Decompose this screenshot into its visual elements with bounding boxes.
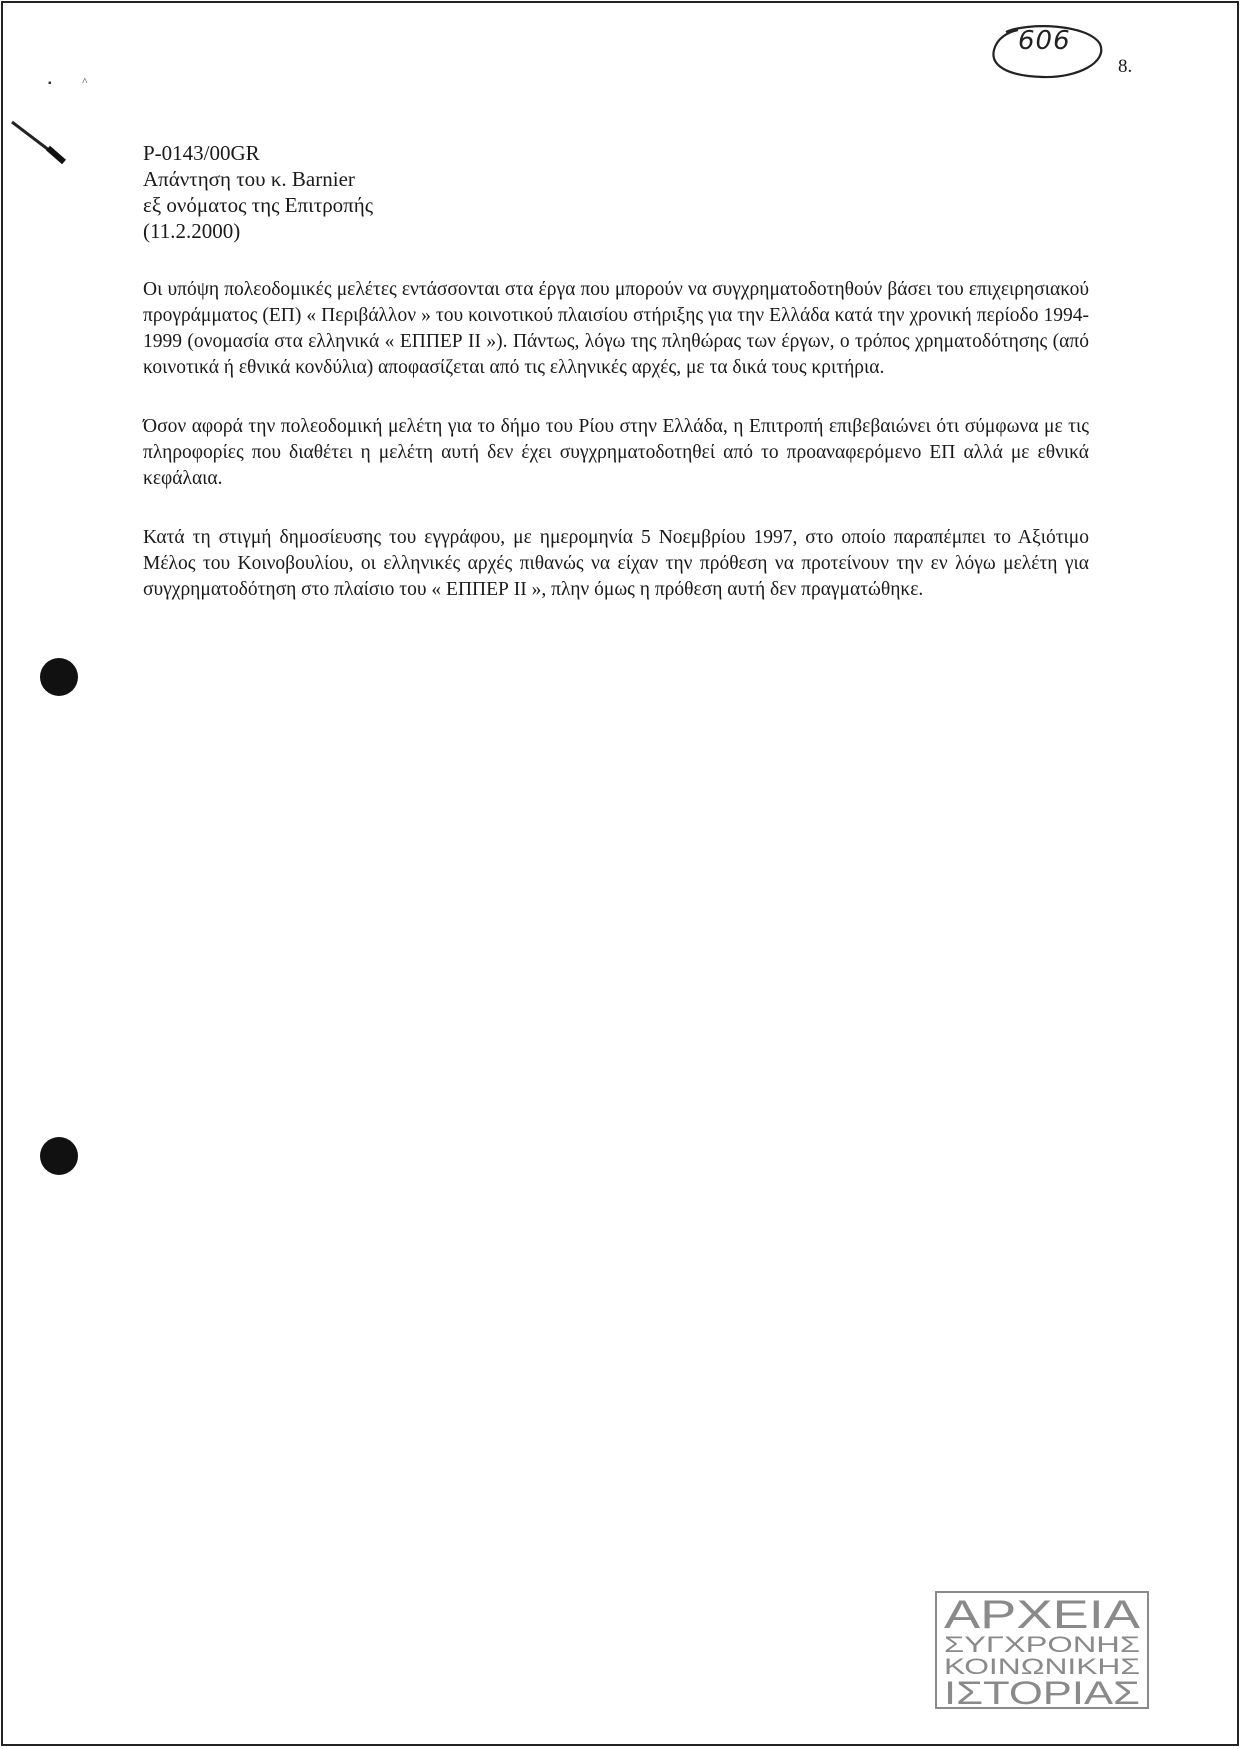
scan-mark: ▪ (48, 78, 52, 89)
page-border (1, 1, 1239, 1746)
archive-logo-line1: ΑΡΧΕΙΑ (944, 1593, 1141, 1637)
archive-logo (932, 1590, 1152, 1710)
page-number: 8. (1118, 56, 1133, 77)
document-body (143, 277, 1089, 636)
scan-streak-mark (8, 118, 66, 164)
reference-number: P-0143/00GR (143, 141, 260, 165)
paragraph: Όσον αφορά την πολεοδομική μελέτη για το δήμο του Ρίου στην Ελλάδα, η Επιτροπή επιβεβαιώνει ότι σύμφωνα με τις πληροφορίες που διαθέτει η μελέτη αυτή δεν έχει συγχρηματοδοτηθεί από το προαναφερόμενο ΕΠ αλλά με εθνικά κεφάλαια. (143, 416, 1089, 489)
archive-logo-line4: ΙΣΤΟΡΙΑΣ (944, 1675, 1140, 1710)
archive-logo-line2: ΣΥΓΧΡΟΝΗΣ (944, 1632, 1140, 1657)
paragraph: Οι υπόψη πολεοδομικές μελέτες εντάσσονται στα έργα που μπορούν να συγχρηματοδοτηθούν βάσει του επιχειρησιακού προγράμματος (ΕΠ) « Περιβάλλον » του κοινοτικού πλαισίου στήριξης για την Ελλάδα κατά την χρονική περίοδο 1994-1999 (ονομασία στα ελληνικά « ΕΠΠΕΡ ΙΙ »). Πάντως, λόγω της πληθώρας των έργων, ο τρόπος χρηματοδότησης (από κοινοτικά ή εθνικά κονδύλια) αποφασίζεται από τις ελληνικές αρχές, με τα δικά τους κριτήρια. (143, 279, 1089, 378)
reply-date: (11.2.2000) (143, 219, 241, 243)
punch-hole (40, 1137, 78, 1175)
document-header (143, 140, 373, 244)
punch-hole (40, 658, 78, 696)
paragraph: Κατά τη στιγμή δημοσίευσης του εγγράφου, με ημερομηνία 5 Νοεμβρίου 1997, στο οποίο παραπέμπει το Αξιότιμο Μέλος του Κοινοβουλίου, οι ελληνικές αρχές πιθανώς να είχαν την πρόθεση να προτείνουν την εν λόγω μελέτη για συγχρηματοδότηση στο πλαίσιο του « ΕΠΠΕΡ ΙΙ », πλην όμως η πρόθεση αυτή δεν πραγματώθηκε. (143, 527, 1089, 600)
stamp-number: 606 (1018, 26, 1071, 56)
on-behalf-of: εξ ονόματος της Επιτροπής (143, 193, 374, 217)
scan-mark: ˄ (82, 76, 88, 87)
archive-logo-line3: ΚΟΙΝΩΝΙΚΗΣ (944, 1654, 1140, 1679)
reply-by: Απάντηση του κ. Barnier (143, 167, 355, 191)
